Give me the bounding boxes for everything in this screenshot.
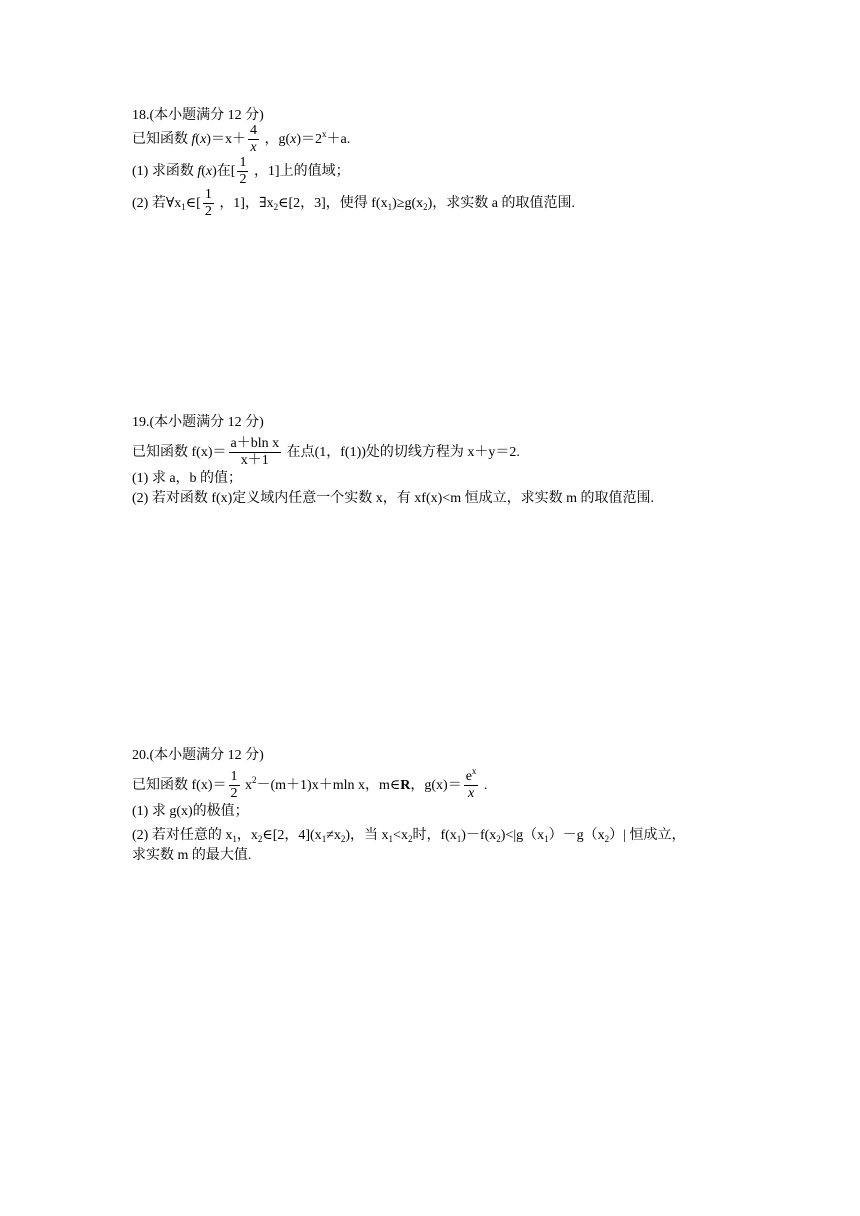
problem-20-statement: 已知函数 f(x)＝ $\frac{1}{2}$ $x^2-(m+1)x+mln$ x，m∈R，g(x)＝ $\frac{e^x}{x}$ . <box>132 766 488 802</box>
problem-19-part-2: (2) 若对函数 f(x)定义域内任意一个实数 x，有 xf(x)<m 恒成立，求实数 m 的取值范围. <box>132 491 654 506</box>
problem-19 <box>132 413 732 509</box>
problem-18-part-1: (1) 求函数 f(x)在[ $\frac{1}{2}$ ，1]上的值域； <box>132 155 350 188</box>
problem-20 <box>132 746 732 866</box>
problem-20-part-1: (1) 求 g(x)的极值； <box>132 804 249 819</box>
fraction-4-over-x: $\frac{4}{x}$ <box>249 123 257 156</box>
problem-20-part-2: (2) 若对任意的 $x_1$，$x_2\in[2$，$4](x_1\ne x_2)$，当 $x_1<x_2$时，$f(x_1)-f(x_2)<|g(x_1)-g(x_2)|$ 恒成立， <box>132 828 686 844</box>
problem-19-header: 19.(本小题满分 12 分) <box>132 415 264 430</box>
problem-20-part-2-cont: 求实数 m 的最大值. <box>132 848 252 863</box>
problem-19-statement: 已知函数 f(x)＝ $\frac{\text{a＋bln x}}{x+1}$ 在点(1，f(1))处的切线方程为 x＋y＝2. <box>132 436 520 469</box>
problem-20-header: 20.(本小题满分 12 分) <box>132 748 264 763</box>
problem-18 <box>132 106 732 220</box>
fraction-a-plus-blnx-over-x-plus-1: $\frac{\text{a＋bln x}}{x+1}$ <box>230 436 280 469</box>
fraction-one-half: $\frac{1}{2}$ <box>204 187 212 220</box>
fraction-one-half: $\frac{1}{2}$ <box>230 769 238 802</box>
problem-18-header: 18.(本小题满分 12 分) <box>132 108 264 123</box>
problem-19-part-1: (1) 求 a，b 的值； <box>132 471 243 486</box>
fraction-e-pow-x-over-x: $\frac{e^x}{x}$ <box>465 766 477 802</box>
problem-18-part-2: (2) 若$\forall x_1\in$[ $\frac{1}{2}$ ，1]，$\exists x_2\in[2$，3]，使得 $f(x_1)\ge g(x_2)$，求实数 a 的取值范围. <box>132 187 575 220</box>
problem-18-statement: 已知函数 f(x)＝x＋ $\frac{4}{x}$ ，$g(x)=2^x+a$. <box>132 123 351 156</box>
fraction-one-half: $\frac{1}{2}$ <box>239 155 247 188</box>
